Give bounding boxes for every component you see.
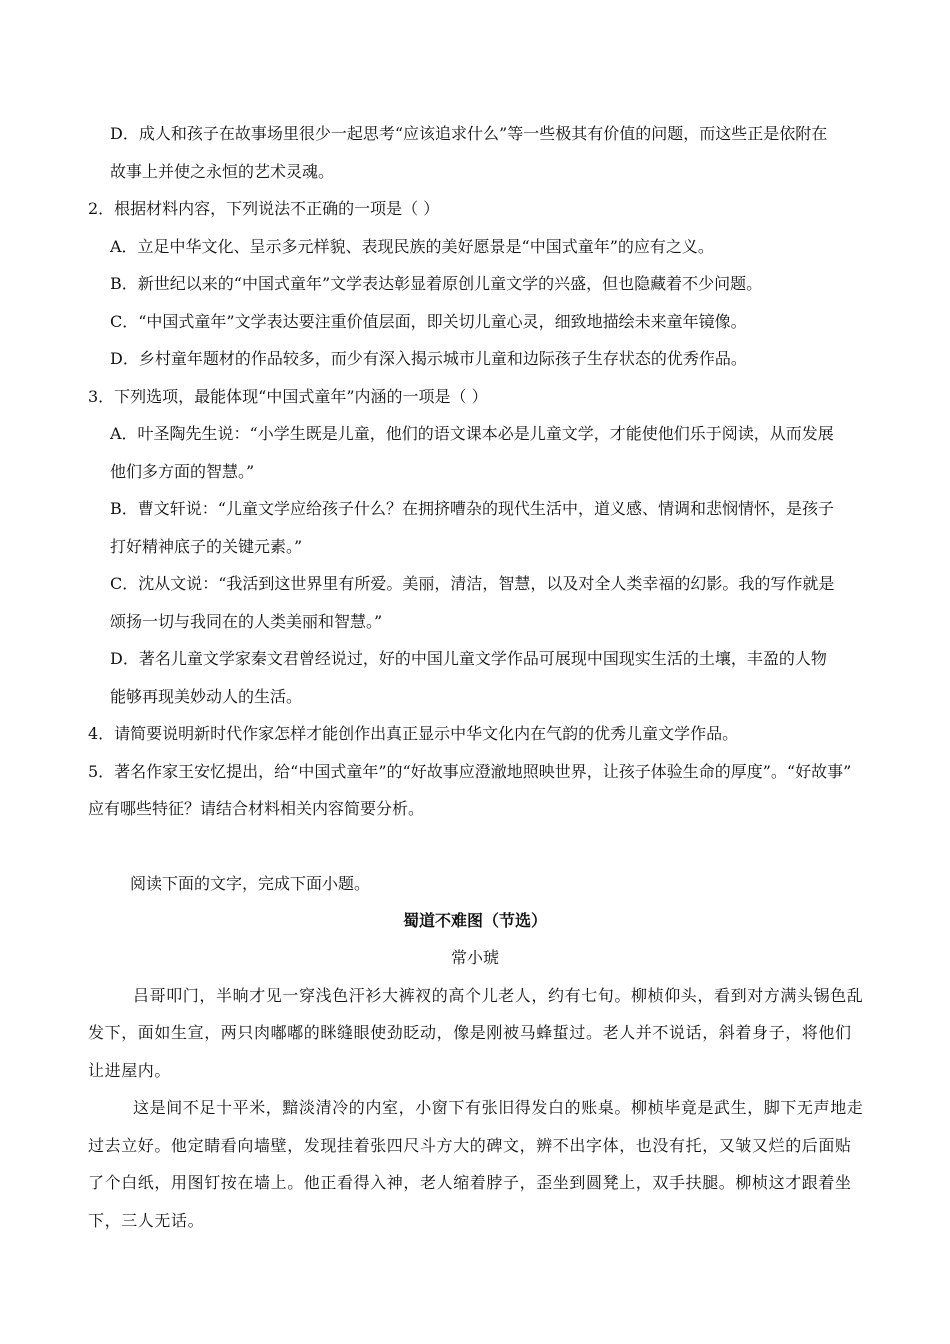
q3-option-c-line2: 颂扬一切与我同在的人类美丽和智慧。” (110, 612, 383, 631)
story-paragraph-2-line2: 过去立好。他定睛看向墙壁，发现挂着张四尺斗方大的碑文，辨不出字体，也没有托，又皱又烂的后面贴 (88, 1136, 852, 1155)
story-paragraph-2-line4: 下，三人无话。 (88, 1211, 205, 1230)
q2-stem: 2．根据材料内容，下列说法不正确的一项是（ ） (88, 199, 440, 218)
q2-option-c: C．“中国式童年”文学表达要注重价值层面，即关切儿童心灵，细致地描绘未来童年镜像。 (110, 312, 747, 331)
story-paragraph-2-line3: 了个白纸，用图钉按在墙上。他正看得入神，老人缩着脖子，歪坐到圆凳上，双手扶腿。柳桢这才跟着坐 (88, 1173, 852, 1192)
story-paragraph-1-line2: 发下，面如生宣，两只肉嘟嘟的眯缝眼使劲眨动，像是刚被马蜂蜇过。老人并不说话，斜着身子，将他们 (88, 1023, 852, 1042)
q4-stem: 4．请简要说明新时代作家怎样才能创作出真正显示中华文化内在气韵的优秀儿童文学作品。 (88, 724, 739, 743)
q3-option-b-line1: B．曹文轩说：“儿童文学应给孩子什么？在拥挤嘈杂的现代生活中，道义感、情调和悲悯情怀，是孩子 (110, 499, 834, 518)
story-author: 常小琥 (450, 948, 499, 967)
story-paragraph-1-line3: 让进屋内。 (88, 1061, 172, 1080)
q5-stem-line1: 5．著名作家王安忆提出，给“中国式童年”的“好故事应澄澈地照映世界，让孩子体验生命的厚度”。“好故事” (88, 762, 852, 781)
q3-option-d-line2: 能够再现美妙动人的生活。 (110, 687, 303, 706)
q1-option-d-line2: 故事上并使之永恒的艺术灵魂。 (110, 162, 335, 181)
q2-option-d: D．乡村童年题材的作品较多，而少有深入揭示城市儿童和边际孩子生存状态的优秀作品。 (110, 349, 747, 368)
q2-option-b: B．新世纪以来的“中国式童年”文学表达彰显着原创儿童文学的兴盛，但也隐藏着不少问题。 (110, 274, 763, 293)
q3-option-b-line2: 打好精神底子的关键元素。” (110, 537, 303, 556)
q3-option-d-line1: D．著名儿童文学家秦文君曾经说过，好的中国儿童文学作品可展现中国现实生活的土壤，丰盈的人物 (110, 649, 827, 668)
story-paragraph-2-line1: 这是间不足十平米，黯淡清冷的内室，小窗下有张旧得发白的账桌。柳桢毕竟是武生，脚下无声地走 (133, 1098, 864, 1117)
q3-option-c-line1: C．沈从文说：“我活到这世界里有所爱。美丽，清洁，智慧，以及对全人类幸福的幻影。我的写作就是 (110, 574, 835, 593)
q1-option-d-line1: D．成人和孩子在故事场里很少一起思考“应该追求什么”等一些极其有价值的问题，而这些正是依附在 (110, 124, 828, 143)
q2-option-a: A．立足中华文化、呈示多元样貌、表现民族的美好愿景是“中国式童年”的应有之义。 (110, 237, 714, 256)
q5-stem-line2: 应有哪些特征？请结合材料相关内容简要分析。 (88, 799, 425, 818)
q3-option-a-line2: 他们多方面的智慧。” (110, 462, 255, 481)
q3-stem: 3．下列选项，最能体现“中国式童年”内涵的一项是（ ） (88, 387, 488, 406)
story-paragraph-1-line1: 吕哥叩门，半晌才见一穿浅色汗衫大裤衩的高个儿老人，约有七旬。柳桢仰头，看到对方满头锡色乱 (133, 986, 864, 1005)
reading-instruction: 阅读下面的文字，完成下面小题。 (130, 874, 371, 893)
q3-option-a-line1: A．叶圣陶先生说：“小学生既是儿童，他们的语文课本必是儿童文学，才能使他们乐于阅读，从而发展 (110, 424, 834, 443)
story-title: 蜀道不难图（节选） (402, 911, 547, 930)
